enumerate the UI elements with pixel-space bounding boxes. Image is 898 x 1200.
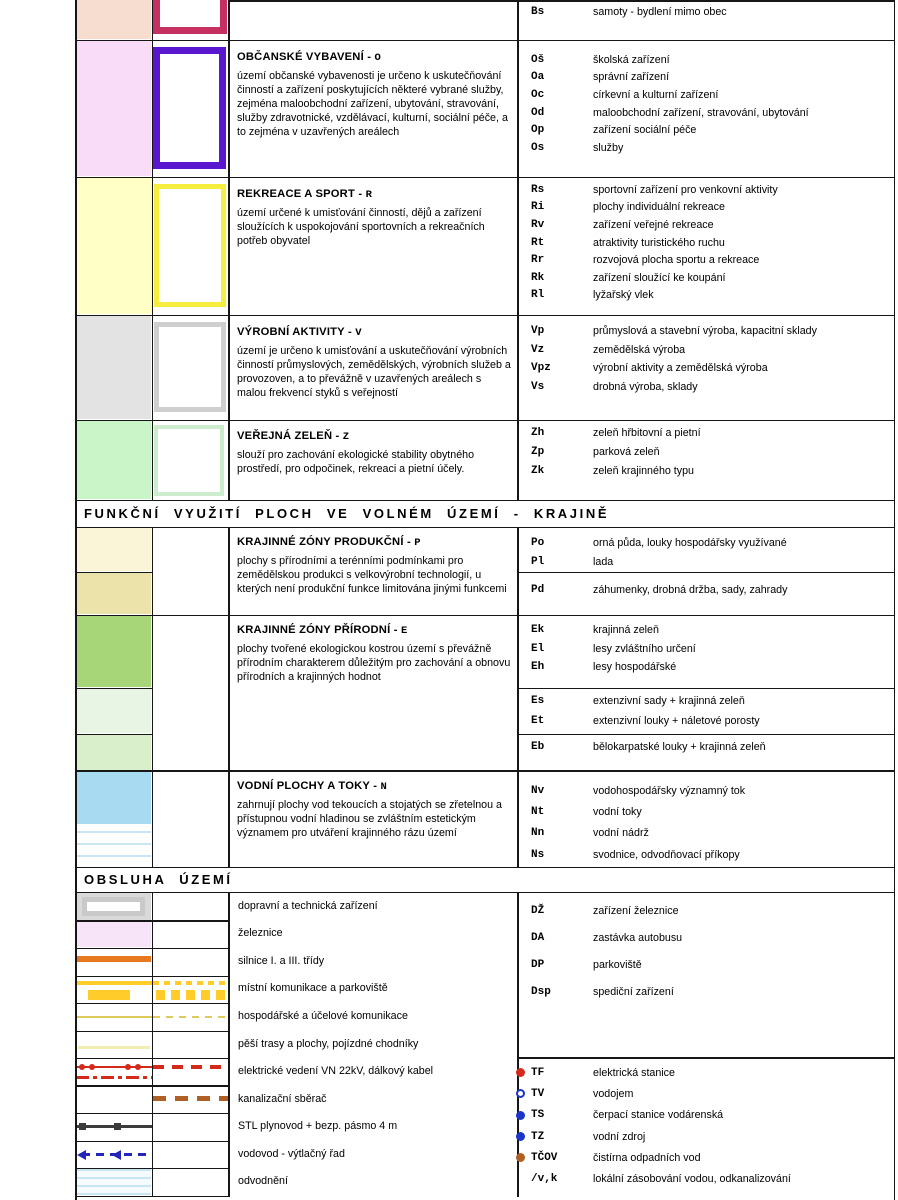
transport-label-row	[228, 1112, 514, 1140]
legend-code-row	[531, 823, 895, 844]
swatch-vodni-line1	[76, 831, 151, 833]
legend-code-row	[531, 534, 895, 553]
legend-code-row	[531, 251, 895, 269]
section-desc: plochy s přírodními a terénními podmínkami pro zemědělskou produkci s velkovýrobní technologií, u kterých není produkční funkce limitována jinými funkcemi	[237, 554, 507, 596]
codes-produkcni-a	[531, 534, 895, 571]
swatch-railway	[76, 921, 151, 947]
zone-code-label: zařízení sloužící ke koupání	[593, 271, 726, 284]
zone-code: Eh	[531, 661, 545, 674]
codes-zelen	[531, 423, 895, 481]
transport-label: dopravní a technická zařízení	[238, 899, 378, 912]
transport-label: vodovod - výtlačný řad	[238, 1147, 345, 1160]
zone-code: Zh	[531, 426, 545, 439]
zone-code-label: samoty - bydlení mimo obec	[593, 5, 727, 18]
zone-code-label: lada	[593, 555, 614, 568]
table-border	[75, 0, 77, 1200]
water-main-arrow	[112, 1150, 121, 1160]
section-zelen	[237, 429, 513, 476]
zone-code: Nt	[531, 805, 545, 818]
power-line-dot	[135, 1064, 141, 1070]
legend-code-row	[531, 287, 895, 305]
zone-code-label: plochy individuální rekreace	[593, 201, 725, 214]
table-border	[517, 572, 895, 574]
zone-code-label: lesy zvláštního určení	[593, 642, 696, 655]
transport-label: kanalizační sběrač	[238, 1092, 327, 1105]
transport-labels	[228, 892, 514, 1195]
transport-label-row	[228, 892, 514, 920]
table-border	[75, 500, 895, 502]
section-obcanske	[237, 50, 513, 139]
power-line-dot	[89, 1064, 95, 1070]
zone-code-label: parková zeleň	[593, 445, 660, 458]
table-border	[228, 0, 230, 500]
legend-code-row	[531, 216, 895, 234]
swatch-zelen-outline	[154, 425, 224, 496]
legend-symbol-row	[531, 1126, 895, 1147]
parking-bar-dashed	[156, 990, 225, 1000]
zone-code-label: správní zařízení	[593, 71, 670, 84]
swatch-prirodni-2	[76, 689, 151, 733]
legend-code-row	[531, 951, 895, 978]
table-border	[75, 770, 895, 772]
legend-code-row	[531, 378, 895, 397]
codes-prirodni-b	[531, 691, 895, 731]
legend-code-row	[531, 359, 895, 378]
zone-code: Rl	[531, 289, 545, 302]
symbol-dot-icon	[516, 1153, 525, 1162]
swatch-rekreace-outline	[154, 184, 226, 307]
codes-bs	[531, 3, 895, 21]
legend-symbol-row	[531, 1105, 895, 1126]
zone-code-label: čistírna odpadních vod	[593, 1151, 701, 1164]
swatch-vyrobni-outline	[154, 322, 226, 412]
zone-code: Pl	[531, 555, 545, 568]
swatch-rekreace-fill	[76, 178, 151, 314]
zone-code: Nv	[531, 784, 545, 797]
zone-code-label: bělokarpatské louky + krajinná zeleň	[593, 741, 766, 753]
zone-code: Oa	[531, 71, 545, 84]
zone-code-label: maloobchodní zařízení, stravování, ubytování	[593, 106, 809, 119]
table-border	[75, 1113, 228, 1115]
legend-code-row	[531, 658, 895, 677]
zone-code: DA	[531, 931, 545, 944]
table-border	[75, 615, 895, 617]
table-border	[517, 1057, 895, 1059]
zone-code-label: vodní zdroj	[593, 1130, 646, 1143]
table-border	[75, 867, 895, 869]
zone-code-label: parkoviště	[593, 958, 642, 971]
power-line-dot	[125, 1064, 131, 1070]
section-desc: území je určeno k umisťování a uskutečňování výrobních činností průmyslových, zemědělských, výrobních služeb a provozoven, a to převážně v uzavřených areálech s malou frekvencí styků s veřejností	[237, 344, 511, 400]
transport-label-row	[228, 1085, 514, 1113]
transport-label: silnice I. a III. třídy	[238, 954, 325, 967]
legend-code-row	[531, 581, 895, 600]
zone-code: TS	[531, 1109, 545, 1122]
symbol-dot-icon	[516, 1068, 525, 1077]
symbol-dot-icon	[516, 1132, 525, 1141]
zone-code: Rv	[531, 218, 545, 231]
zone-code-label: zastávka autobusu	[593, 931, 683, 944]
section-desc: území občanské vybavenosti je určeno k uskutečňování činností a zařízení poskytujících některé vybrané služby, zejména maloobchodní zařízení, ubytování, stravování, služby zdravotnické, vzdělávací, kulturní, sociální péče, a to zejména v uzavřených areálech	[237, 69, 508, 139]
zone-code-label: atraktivity turistického ruchu	[593, 236, 725, 249]
transport-label: místní komunikace a parkoviště	[238, 982, 388, 995]
table-border	[894, 0, 896, 1200]
swatch-obcanske-fill	[76, 41, 151, 176]
zone-code-label: zařízení veřejné rekreace	[593, 218, 714, 231]
zone-code: Rt	[531, 236, 545, 249]
zone-code: Es	[531, 695, 545, 707]
codes-vodni	[531, 780, 895, 865]
zone-code-label: průmyslová a stavební výroba, kapacitní sklady	[593, 325, 817, 338]
zone-code-label: spediční zařízení	[593, 986, 674, 999]
legend-code-row	[531, 897, 895, 924]
table-border	[152, 0, 154, 500]
transport-label-row	[228, 1030, 514, 1058]
table-border	[75, 976, 228, 978]
swatch-prirodni-1	[76, 616, 151, 687]
table-border	[228, 527, 230, 867]
local-road-line-dashed	[153, 981, 227, 985]
legend-code-row	[531, 442, 895, 461]
swatch-obcanske-outline	[153, 47, 226, 169]
band-krajina-title: FUNKČNÍ VYUŽITÍ PLOCH VE VOLNÉM ÚZEMÍ - KRAJINĚ	[84, 506, 610, 521]
legend-code-row	[531, 86, 895, 104]
zone-code: Nn	[531, 827, 545, 840]
gas-line-marker	[114, 1123, 121, 1130]
legend-code-row	[531, 462, 895, 481]
codes-vyrobni	[531, 322, 895, 396]
zone-code: Od	[531, 106, 545, 119]
section-produkcni	[237, 535, 513, 596]
legend-code-row	[531, 104, 895, 122]
road-line	[76, 956, 151, 962]
symbol-dot-icon	[516, 1089, 525, 1098]
legend-code-row	[531, 924, 895, 951]
legend-code-row	[531, 3, 895, 21]
codes-prirodni-c	[531, 737, 895, 757]
swatch-produkcni-1	[76, 528, 151, 571]
zone-code: TZ	[531, 1130, 545, 1143]
table-border	[517, 892, 519, 1197]
legend-code-row	[531, 69, 895, 87]
table-border	[517, 688, 895, 690]
transport-label: hospodářské a účelové komunikace	[238, 1009, 408, 1022]
footpath-line	[78, 1046, 150, 1049]
zone-code: DP	[531, 958, 545, 971]
zone-code-label: zařízení železnice	[593, 904, 679, 917]
zone-code-label: zařízení sociální péče	[593, 124, 697, 137]
table-border	[75, 688, 152, 690]
section-title: KRAJINNÉ ZÓNY PRODUKČNÍ - P	[237, 536, 421, 549]
zone-code: Zp	[531, 445, 545, 458]
table-border	[517, 0, 519, 500]
zone-code-label: vodohospodářsky významný tok	[593, 784, 746, 797]
zone-code: Vz	[531, 343, 545, 356]
zone-code: Oc	[531, 88, 545, 101]
zone-code-label: krajinná zeleň	[593, 624, 659, 637]
zone-code: Vs	[531, 381, 545, 394]
zone-code-label: školská zařízení	[593, 53, 670, 66]
codes-rekreace	[531, 181, 895, 304]
legend-code-row	[531, 234, 895, 252]
swatch-vodni-line2	[76, 843, 151, 845]
legend-code-row	[531, 621, 895, 640]
table-border	[75, 177, 895, 179]
zone-code: Vpz	[531, 362, 551, 375]
zone-code-label: vodní toky	[593, 805, 642, 818]
section-desc: slouží pro zachování ekologické stability obytného prostředí, pro odpočinek, rekreaci a pietní účely.	[237, 448, 475, 475]
zone-code-label: svodnice, odvodňovací příkopy	[593, 848, 740, 861]
table-border	[75, 1196, 228, 1198]
table-border	[75, 40, 895, 42]
zone-code-label: extenzivní sady + krajinná zeleň	[593, 695, 745, 707]
zone-code: Zk	[531, 465, 545, 478]
section-title: KRAJINNÉ ZÓNY PŘÍRODNÍ - E	[237, 624, 408, 637]
water-main-arrow	[77, 1150, 86, 1160]
section-title: REKREACE A SPORT - R	[237, 188, 373, 201]
symbol-dot-icon	[516, 1111, 525, 1120]
section-vyrobni	[237, 325, 513, 400]
section-rekreace	[237, 187, 513, 248]
table-border	[75, 948, 228, 950]
section-desc: zahrnují plochy vod tekoucích a stojatých se zřetelnou a přístupnou vodní hladinou se zvláštním estetickým významem pro utváření krajinného rázu území	[237, 798, 502, 840]
zone-code: Po	[531, 537, 545, 550]
zone-code-label: zeleň krajinného typu	[593, 465, 695, 478]
legend-code-row	[531, 322, 895, 341]
table-border	[152, 527, 154, 867]
legend-code-row	[531, 139, 895, 157]
zone-code-label: zeleň hřbitovní a pietní	[593, 426, 701, 439]
table-border	[75, 315, 895, 317]
cable-dash-dot-line	[76, 1076, 152, 1079]
zone-code: Os	[531, 141, 545, 154]
table-border	[75, 420, 895, 422]
legend-code-row	[531, 269, 895, 287]
zone-code-label: zemědělská výroba	[593, 343, 686, 356]
zone-code: Dsp	[531, 986, 551, 999]
zone-code: Eb	[531, 741, 545, 753]
transport-label: železnice	[238, 927, 283, 940]
swatch-vyrobni-fill	[76, 316, 151, 419]
table-border	[75, 1003, 228, 1005]
legend-code-row	[531, 801, 895, 822]
zone-code: /v,k	[531, 1173, 558, 1186]
swatch-vodni-line3	[76, 855, 151, 857]
legend-code-row	[531, 423, 895, 442]
swatch-zelen-fill	[76, 421, 151, 499]
transport-label-row	[228, 975, 514, 1003]
table-border	[152, 892, 154, 1197]
section-title: OBČANSKÉ VYBAVENÍ - O	[237, 51, 381, 64]
gas-line-marker	[79, 1123, 86, 1130]
codes-prirodni-a	[531, 621, 895, 677]
table-border	[517, 527, 519, 867]
zone-code-label: čerpací stanice vodárenská	[593, 1109, 724, 1122]
band-obsluha-title: OBSLUHA ÚZEMÍ	[84, 872, 233, 887]
legend-code-row	[531, 181, 895, 199]
legend-symbol-row	[531, 1083, 895, 1104]
zone-code: Ns	[531, 848, 545, 861]
local-road-line	[76, 981, 152, 985]
swatch-produkcni-2	[76, 573, 151, 614]
table-border	[75, 1085, 228, 1087]
codes-obcanske	[531, 51, 895, 157]
section-vodni	[237, 779, 513, 840]
legend-code-row	[531, 341, 895, 360]
legend-code-row	[531, 199, 895, 217]
zone-code: TČOV	[531, 1151, 558, 1164]
codes-produkcni-b	[531, 581, 895, 600]
farm-road-line-dashed	[153, 1016, 227, 1018]
transport-label: odvodnění	[238, 1175, 288, 1188]
legend-code-row	[531, 979, 895, 1006]
table-border	[75, 1058, 228, 1060]
zone-code-label: výrobní aktivity a zemědělská výroba	[593, 362, 768, 375]
section-prirodni	[237, 623, 513, 684]
zone-code-label: záhumenky, drobná držba, sady, zahrady	[593, 584, 788, 597]
table-border	[75, 734, 152, 736]
legend-code-row	[531, 780, 895, 801]
legend-symbol-row	[531, 1147, 895, 1168]
zone-code-label: vodojem	[593, 1087, 634, 1100]
codes-obsluha	[531, 897, 895, 1006]
farm-road-line	[76, 1016, 152, 1018]
zone-code: Oš	[531, 53, 545, 66]
section-title: VODNÍ PLOCHY A TOKY - N	[237, 780, 387, 793]
transport-label: STL plynovod + bezp. pásmo 4 m	[238, 1120, 398, 1133]
power-line-dashed	[153, 1065, 228, 1069]
legend-code-row	[531, 51, 895, 69]
zone-code: Rr	[531, 254, 545, 267]
legend-code-row	[531, 121, 895, 139]
zone-code-label: církevní a kulturní zařízení	[593, 88, 719, 101]
swatch-bs-outline	[153, 0, 227, 34]
section-desc: území určené k umisťování činností, dějů a zařízení sloužících k uspokojování sportovních a rekreačních potřeb obyvatel	[237, 206, 485, 248]
zone-code: Rk	[531, 271, 545, 284]
zone-code-label: extenzivní louky + náletové porosty	[593, 715, 760, 727]
table-border	[75, 1168, 228, 1170]
table-border	[228, 0, 895, 2]
swatch-bs-fill	[76, 0, 151, 39]
transport-label: elektrické vedení VN 22kV, dálkový kabel	[238, 1065, 434, 1078]
zone-code-label: rozvojová plocha sportu a rekreace	[593, 254, 760, 267]
zone-code: Pd	[531, 584, 545, 597]
legend-code-row	[531, 737, 895, 757]
legend-symbol-row	[531, 1168, 895, 1189]
power-line-dot	[79, 1064, 85, 1070]
zone-code-label: lyžařský vlek	[593, 289, 654, 302]
zone-code-label: orná půda, louky hospodářsky využívané	[593, 537, 787, 550]
transport-label-row	[228, 1057, 514, 1085]
zone-code: Op	[531, 124, 545, 137]
zone-code: El	[531, 642, 545, 655]
legend-symbol-row	[531, 1062, 895, 1083]
legend-code-row	[531, 553, 895, 572]
zone-code-label: vodní nádrž	[593, 827, 649, 840]
zone-code: TF	[531, 1066, 545, 1079]
transport-label-row	[228, 1140, 514, 1168]
legend-code-row	[531, 691, 895, 711]
table-border	[75, 1031, 228, 1033]
section-title: VÝROBNÍ AKTIVITY - V	[237, 326, 362, 339]
zone-code-label: lokální zásobování vodou, odkanalizování	[593, 1173, 791, 1186]
zone-code: Et	[531, 715, 545, 727]
drainage-swatch	[76, 1169, 151, 1195]
table-border	[75, 572, 152, 574]
legend-code-row	[531, 711, 895, 731]
table-border	[517, 734, 895, 736]
swatch-transport-facilities-outline	[82, 897, 145, 916]
section-desc: plochy tvořené ekologickou kostrou území s převážně přírodním charakterem důležitým pro zachování a obnovu přírodních a krajinných hodnot	[237, 642, 511, 684]
zone-code-label: lesy hospodářské	[593, 661, 677, 674]
zone-code-label: elektrická stanice	[593, 1066, 675, 1079]
codes-technical	[531, 1062, 895, 1190]
zone-code-label: sportovní zařízení pro venkovní aktivity	[593, 183, 778, 196]
zone-code: Ek	[531, 624, 545, 637]
zone-code: Bs	[531, 5, 545, 18]
transport-label-row	[228, 1167, 514, 1195]
transport-label: pěší trasy a plochy, pojízdné chodníky	[238, 1037, 419, 1050]
zone-code-label: drobná výroba, sklady	[593, 381, 698, 394]
zone-code: TV	[531, 1087, 545, 1100]
zone-code: Vp	[531, 325, 545, 338]
transport-label-row	[228, 920, 514, 948]
table-border	[75, 1141, 228, 1143]
swatch-prirodni-3	[76, 735, 151, 770]
transport-label-row	[228, 947, 514, 975]
swatch-vodni-fill	[76, 771, 151, 824]
transport-label-row	[228, 1002, 514, 1030]
zone-code: Rs	[531, 183, 545, 196]
table-border	[75, 920, 228, 922]
sewer-line-dashed	[153, 1096, 228, 1101]
zone-code: DŽ	[531, 904, 545, 917]
zone-code-label: služby	[593, 141, 624, 154]
section-title: VEŘEJNÁ ZELEŇ - Z	[237, 430, 350, 443]
zone-code: Ri	[531, 201, 545, 214]
table-border	[75, 527, 895, 529]
legend-code-row	[531, 844, 895, 865]
parking-bar	[88, 990, 130, 1000]
legend-code-row	[531, 640, 895, 659]
